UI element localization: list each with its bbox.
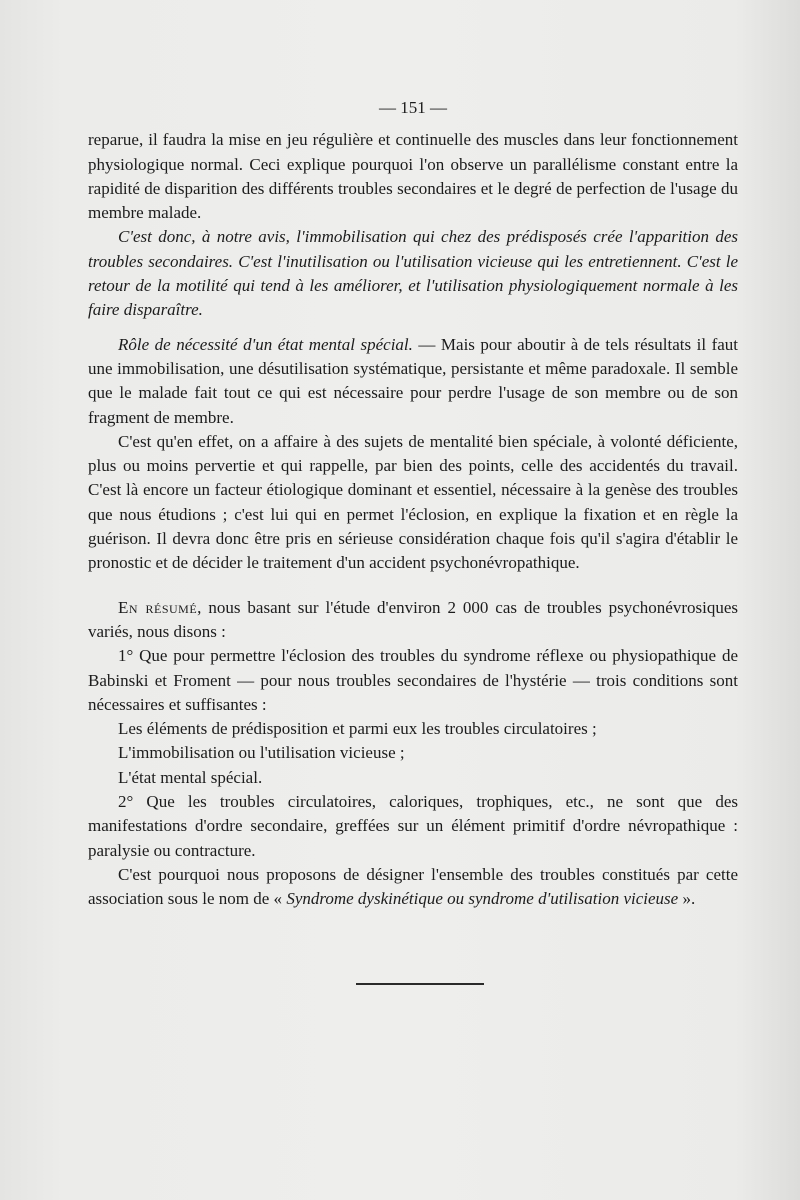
paragraph-4: C'est qu'en effet, on a affaire à des sujets de mentalité bien spéciale, à volonté déficiente, plus ou moins pervertie et qui rappelle, par bien des points, celle des accidentés du travail. C'est là encore un facteur étiologique dominant et essentiel, nécessaire à la genèse des troubles que nous étudions ; c'est lui qui en permet l'éclosion, en explique la fixation et en règle la guérison. Il devra donc être pris en sérieuse considération chaque fois qu'il s'agira d'établir le pronostic et de décider le traitement d'un accident psychonévropathique. <box>88 431 738 573</box>
paragraph-resume <box>88 596 738 645</box>
condition-1: Les éléments de prédisposition et parmi eux les troubles circulatoires ; <box>118 719 597 739</box>
condition-3: L'état mental spécial. <box>118 767 263 787</box>
italic-conclusion: C'est donc, à notre avis, l'immobilisation qui chez des prédisposés crée l'apparition des troubles secondaires. C'est l'inutilisation ou l'utilisation vicieuse qui les entretiennent. C'est le retour de la motilité qui tend à les améliorer, et l'utilisation physiologiquement normale à les faire disparaître. <box>88 227 738 320</box>
syndrome-name: Syndrome dyskinétique ou syndrome d'utilisation vicieuse <box>286 889 679 909</box>
closing-rule <box>356 983 484 985</box>
text-block <box>88 96 738 912</box>
final-end: ». <box>678 889 696 909</box>
point-1: 1° Que pour permettre l'éclosion des troubles du syndrome réflexe ou physiopathique de Babinski et Froment — pour nous troubles secondaires de l'hystérie — trois conditions sont nécessaires et suffisantes : <box>88 646 738 714</box>
point-2: 2° Que les troubles circulatoires, caloriques, trophiques, etc., ne sont que des manifestations d'ordre secondaire, greffées sur un élément primitif d'ordre névropathique : paralysie ou contracture. <box>88 792 738 860</box>
paragraph-2 <box>88 225 738 322</box>
resume-text: , nous basant sur l'étude d'environ 2 000 cas de troubles psychonévrosiques variés, nous disons : <box>88 597 738 641</box>
paragraph-final <box>88 863 738 912</box>
condition-2: L'immobilisation ou l'utilisation vicieuse ; <box>118 743 405 763</box>
page-number: — 151 — <box>379 98 447 117</box>
resume-heading: En résumé <box>118 597 198 617</box>
role-heading: Rôle de nécessité d'un état mental spécial. <box>118 334 413 354</box>
role-text: — Mais pour aboutir à de tels résultats il faut une immobilisation, une désutilisation systématique, persistante et même paradoxale. Il semble que le malade fait tout ce qui est nécessaire pour perdre l'usage de son membre ou de son fragment de membre. <box>88 334 739 427</box>
paragraph-1: reparue, il faudra la mise en jeu régulière et continuelle des muscles dans leur fonctionnement physiologique normal. Ceci explique pourquoi l'on observe un parallélisme constant entre la rapidité de disparition des différents troubles secondaires et le degré de perfection de l'usage du membre malade. <box>88 130 738 223</box>
paragraph-role <box>88 333 738 430</box>
final-text: C'est pourquoi nous proposons de désigner l'ensemble des troubles constitués par cette association sous le nom de « <box>88 864 738 909</box>
